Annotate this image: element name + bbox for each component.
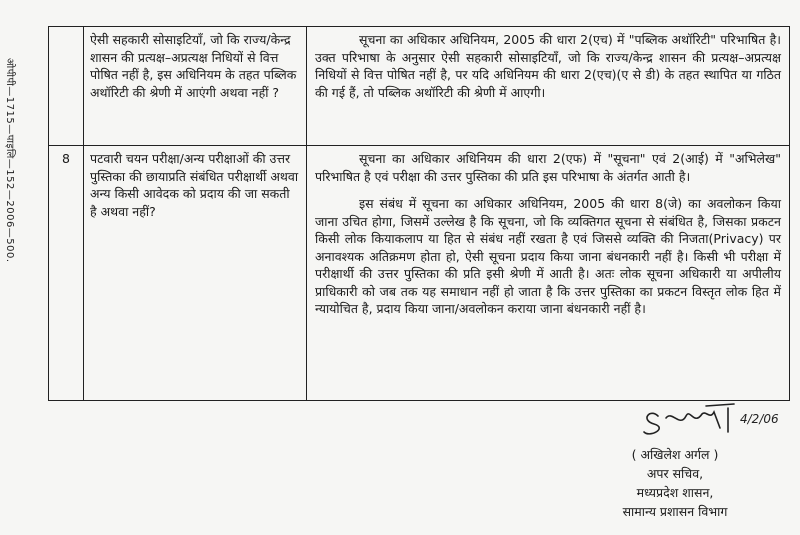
signatory-department: सामान्य प्रशासन विभाग bbox=[622, 504, 728, 519]
side-print-code: ओपीपी—1715—पाइलि—152—2006—500. bbox=[4, 58, 15, 263]
answer-paragraph: सूचना का अधिकार अधिनियम की धारा 2(एफ) में "सूचना" एवं 2(आई) में "अभिलेख" परिभाषित है एवं परीक्षा की उत्तर पुस्तिका की प्रति इस परिभाषा के अंतर्गत आती है। bbox=[315, 151, 781, 184]
table-row bbox=[49, 27, 790, 146]
question-cell: पटवारी चयन परीक्षा/अन्य परीक्षाओं की उत्तर पुस्तिका की छायाप्रति संबंधित परीक्षार्थी अथवा अन्य किसी आवेदक को प्रदाय की जा सकती है अथवा नहीं? bbox=[84, 146, 307, 401]
row-number: 8 bbox=[49, 146, 84, 401]
signatory-block bbox=[590, 445, 760, 521]
signatory-designation: अपर सचिव, bbox=[646, 466, 704, 481]
table-row bbox=[49, 146, 790, 401]
row-number bbox=[49, 27, 84, 146]
answer-paragraph: सूचना का अधिकार अधिनियम, 2005 की धारा 2(एच) में "पब्लिक अथॉरिटी" परिभाषित है। उक्त परिभाषा के अनुसार ऐसी सहकारी सोसाइटियाँ, जो कि राज्य/केन्द्र शासन की प्रत्यक्ष–अप्रत्यक्ष निधियों से वित्त पोषित नहीं है, पर यदि अधिनियम की धारा 2(एच)(ए से डी) के तहत स्थापित या गठित की गई हैं, तो पब्लिक अथॉरिटी की श्रेणी में आएगी। bbox=[315, 32, 781, 100]
answer-cell bbox=[307, 27, 790, 146]
answer-paragraph: इस संबंध में सूचना का अधिकार अधिनियम, 2005 की धारा 8(जे) का अवलोकन किया जाना उचित होगा, जिसमें उल्लेख है कि सूचना, जो कि व्यक्तिगत सूचना से संबंधित है, जिसका प्रकटन किसी लोक कियाकलाप या हित से संबंध नहीं रखता है एवं जिससे व्यक्ति की निजता(Privacy) पर अनावश्यक अतिक्रमण होता हो, ऐसी सूचना प्रदाय किया जाना बंधनकारी नहीं है। किसी भी परीक्षा में परीक्षार्थी की उत्तर पुस्तिका की प्रति इसी श्रेणी में आती है। अतः लोक सूचना अधिकारी या अपीलीय प्राधिकारी को जब तक यह समाधान नहीं हो जाता है कि उत्तर पुस्तिका का प्रकटन विस्तृत लोक हित में न्यायोचित है, प्रदाय किया जाना/अवलोकन कराया जाना बंधनकारी नहीं है। bbox=[315, 196, 781, 316]
answer-cell bbox=[307, 146, 790, 401]
qa-table bbox=[48, 26, 790, 401]
signature-date: 4/2/06 bbox=[740, 412, 779, 426]
question-cell: ऐसी सहकारी सोसाइटियाँ, जो कि राज्य/केन्द्र शासन की प्रत्यक्ष–अप्रत्यक्ष निधियों से वित्त पोषित नहीं है, इस अधिनियम के तहत पब्लिक अथॉरिटी की श्रेणी में आएंगी अथवा नहीं ? bbox=[84, 27, 307, 146]
signatory-government: मध्यप्रदेश शासन, bbox=[636, 485, 714, 500]
signatory-name: ( अखिलेश अर्गल ) bbox=[631, 447, 719, 462]
